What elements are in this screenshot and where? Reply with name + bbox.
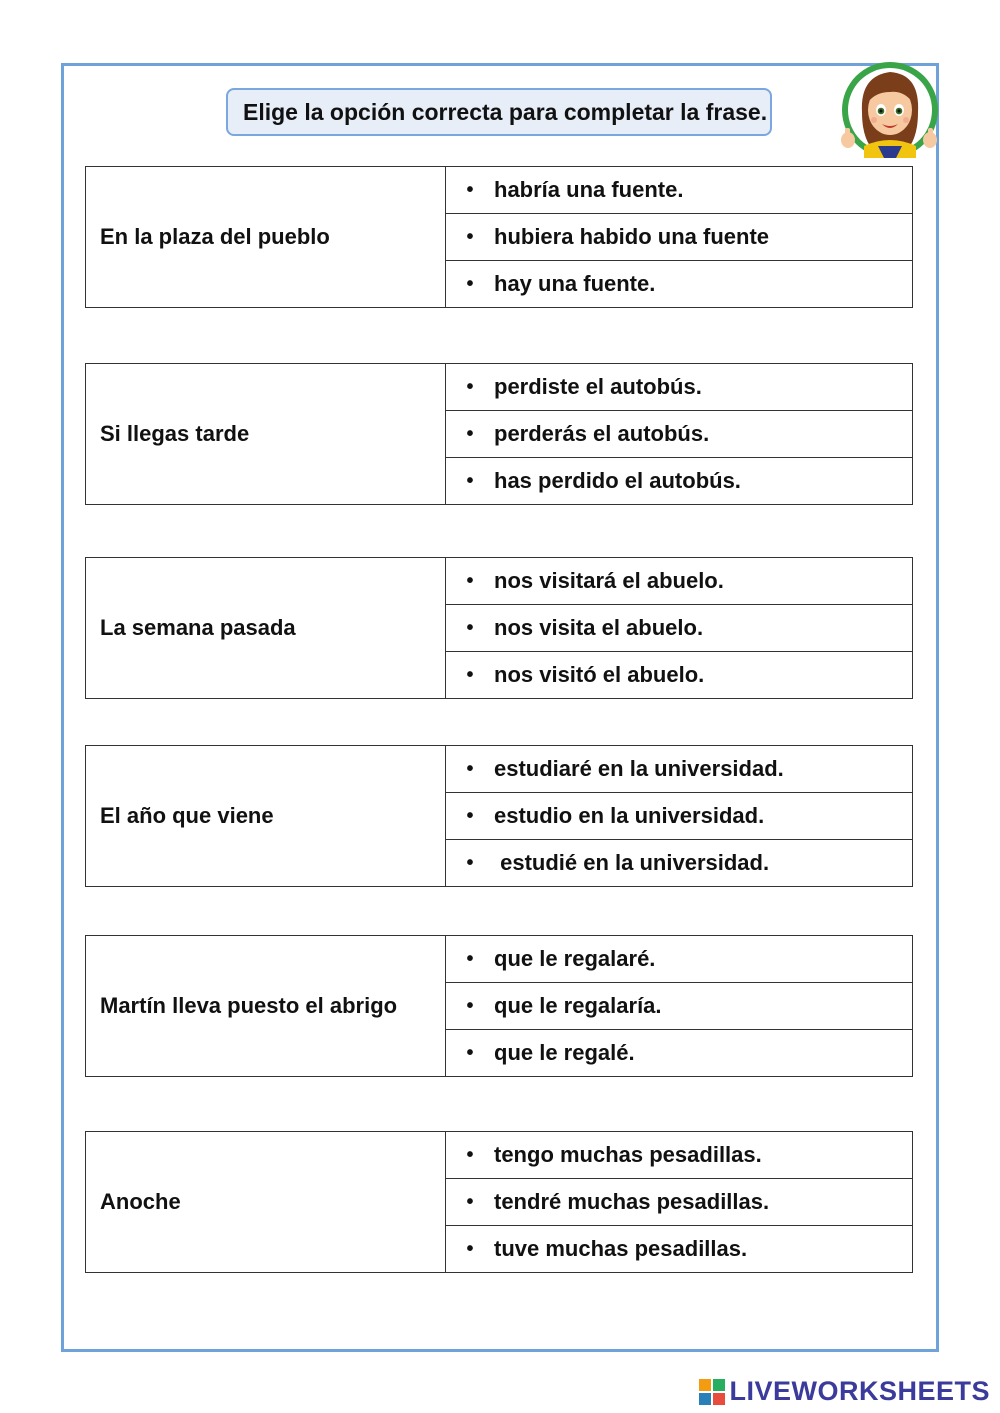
answer-option[interactable] <box>446 1179 913 1226</box>
question-row <box>86 936 913 983</box>
bullet-icon: • <box>466 1237 474 1260</box>
bullet-icon: • <box>466 1143 474 1166</box>
question-table <box>85 363 913 505</box>
question-row <box>86 1132 913 1179</box>
instruction-banner <box>226 88 772 136</box>
question-stem: Martín lleva puesto el abrigo <box>86 936 446 1077</box>
answer-option-text: tuve muchas pesadillas. <box>494 1236 748 1261</box>
bullet-icon: • <box>466 178 474 201</box>
answer-option-text: perderás el autobús. <box>494 421 710 446</box>
answer-option[interactable] <box>446 746 913 793</box>
answer-option-text: hubiera habido una fuente <box>494 224 770 249</box>
question-table <box>85 935 913 1077</box>
answer-option[interactable] <box>446 458 913 505</box>
bullet-icon: • <box>466 225 474 248</box>
bullet-icon: • <box>466 994 474 1017</box>
answer-option[interactable] <box>446 364 913 411</box>
bullet-icon: • <box>466 804 474 827</box>
question-table <box>85 166 913 308</box>
bullet-icon: • <box>466 663 474 686</box>
bullet-icon: • <box>466 851 474 874</box>
answer-option-text: estudiaré en la universidad. <box>494 756 784 781</box>
answer-option-text: tengo muchas pesadillas. <box>494 1142 762 1167</box>
answer-option-text: has perdido el autobús. <box>494 468 741 493</box>
answer-option-text: que le regalé. <box>494 1040 635 1065</box>
question-row <box>86 364 913 411</box>
answer-option[interactable] <box>446 1030 913 1077</box>
question-stem: Si llegas tarde <box>86 364 446 505</box>
question-stem: En la plaza del pueblo <box>86 167 446 308</box>
bullet-icon: • <box>466 569 474 592</box>
liveworksheets-logo <box>699 1376 990 1407</box>
answer-option[interactable] <box>446 605 913 652</box>
girl-avatar-icon <box>834 54 942 162</box>
answer-option[interactable] <box>446 411 913 458</box>
answer-option-text: perdiste el autobús. <box>494 374 702 399</box>
answer-option-text: hay una fuente. <box>494 271 656 296</box>
bullet-icon: • <box>466 422 474 445</box>
answer-option-text: nos visitó el abuelo. <box>494 662 705 687</box>
answer-option-text: que le regalaría. <box>494 993 662 1018</box>
answer-option[interactable] <box>446 652 913 699</box>
answer-option[interactable] <box>446 214 913 261</box>
bullet-icon: • <box>466 272 474 295</box>
question-row <box>86 558 913 605</box>
liveworksheets-icon <box>699 1379 725 1405</box>
liveworksheets-logo-text: LIVEWORKSHEETS <box>729 1376 990 1406</box>
question-row <box>86 167 913 214</box>
bullet-icon: • <box>466 616 474 639</box>
bullet-icon: • <box>466 1190 474 1213</box>
answer-option-text: tendré muchas pesadillas. <box>494 1189 770 1214</box>
answer-option-text: nos visita el abuelo. <box>494 615 704 640</box>
bullet-icon: • <box>466 757 474 780</box>
question-stem: Anoche <box>86 1132 446 1273</box>
question-row <box>86 746 913 793</box>
bullet-icon: • <box>466 947 474 970</box>
answer-option-text: habría una fuente. <box>494 177 684 202</box>
bullet-icon: • <box>466 469 474 492</box>
answer-option[interactable] <box>446 793 913 840</box>
question-stem: El año que viene <box>86 746 446 887</box>
question-table <box>85 745 913 887</box>
answer-option[interactable] <box>446 1132 913 1179</box>
answer-option[interactable] <box>446 261 913 308</box>
answer-option[interactable] <box>446 983 913 1030</box>
bullet-icon: • <box>466 375 474 398</box>
answer-option[interactable] <box>446 167 913 214</box>
answer-option[interactable] <box>446 558 913 605</box>
question-table <box>85 557 913 699</box>
bullet-icon: • <box>466 1041 474 1064</box>
answer-option-text: nos visitará el abuelo. <box>494 568 724 593</box>
answer-option[interactable] <box>446 1226 913 1273</box>
answer-option-text: estudié en la universidad. <box>494 850 770 875</box>
answer-option-text: estudio en la universidad. <box>494 803 765 828</box>
question-table <box>85 1131 913 1273</box>
answer-option[interactable] <box>446 840 913 887</box>
answer-option[interactable] <box>446 936 913 983</box>
answer-option-text: que le regalaré. <box>494 946 656 971</box>
question-stem: La semana pasada <box>86 558 446 699</box>
instruction-text: Elige la opción correcta para completar la frase. <box>243 99 768 125</box>
